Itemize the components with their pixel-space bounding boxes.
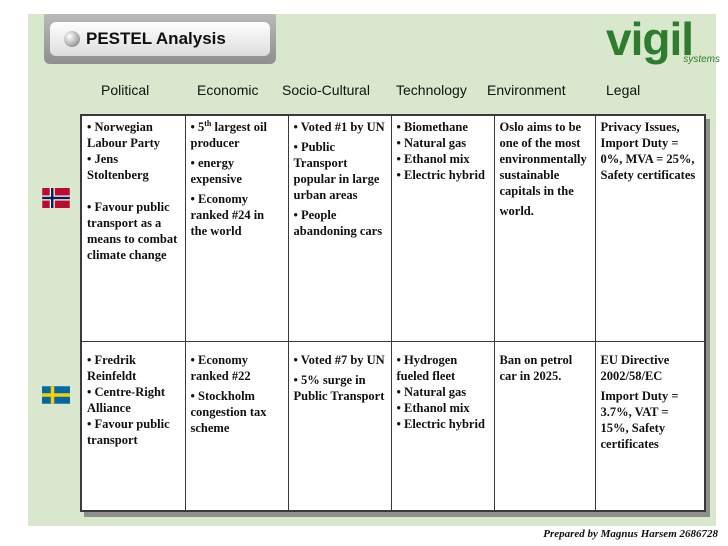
cell-text: • Biomethane <box>396 120 468 134</box>
header-environment: Environment <box>487 82 566 98</box>
cell-text: EU Directive 2002/58/EC <box>600 352 670 383</box>
header-legal: Legal <box>606 82 641 98</box>
cell-text: • Economy ranked #22 <box>190 352 251 383</box>
cell-sweden-environment <box>494 341 595 511</box>
pestel-table <box>80 114 706 512</box>
cell-norway-environment <box>494 115 595 341</box>
cell-sweden-technology <box>391 341 494 511</box>
cell-text: • 5% surge in Public Transport <box>293 372 385 403</box>
cell-text: • People abandoning cars <box>293 208 383 238</box>
header-economic: Economic <box>197 82 259 98</box>
cell-norway-legal <box>595 115 705 341</box>
vigil-logo <box>604 13 722 68</box>
cell-text: • Ethanol mix <box>396 400 470 415</box>
cell-sweden-legal <box>595 341 705 511</box>
cell-text: Import Duty = 3.7%, VAT = 15%, Safety certificates <box>600 388 679 451</box>
cell-text: world. <box>499 204 534 218</box>
cell-text: • Voted #7 by UN <box>293 352 385 367</box>
cell-text: Ban on petrol car in 2025. <box>499 352 573 383</box>
cell-text: • Hydrogen fueled fleet <box>396 352 458 383</box>
logo-wordmark: vigil <box>606 13 694 65</box>
cell-text: • Fredrik Reinfeldt <box>87 352 137 383</box>
bullet-sphere-icon <box>64 31 80 47</box>
cell-text: • Economy ranked #24 in the world <box>190 192 265 238</box>
logo-subtitle: systems <box>683 54 720 65</box>
cell-text: • Jens Stoltenberg <box>87 152 149 182</box>
header-socio-cultural: Socio-Cultural <box>282 82 370 98</box>
cell-text: • Centre-Right Alliance <box>87 384 166 415</box>
cell-text: • Natural gas <box>396 384 467 399</box>
sweden-flag-icon <box>42 385 70 405</box>
page-title: PESTEL Analysis <box>86 29 226 48</box>
header-political: Political <box>101 82 150 98</box>
cell-text: • Electric hybrid <box>396 168 485 182</box>
cell-text: • Stockholm congestion tax scheme <box>190 388 267 435</box>
cell-norway-socio-cultural <box>288 115 391 341</box>
title-box <box>50 22 270 56</box>
column-headers <box>0 82 728 102</box>
cell-sweden-economic <box>185 341 288 511</box>
cell-text: Privacy Issues, Import Duty = 0%, MVA = 25%, Safety certificates <box>600 120 696 182</box>
norway-flag-icon <box>42 188 70 208</box>
cell-norway-political <box>81 115 185 341</box>
cell-text: • Ethanol mix <box>396 152 470 166</box>
table-row-norway <box>81 115 705 341</box>
cell-text: • 5th largest oil producer <box>190 118 267 150</box>
cell-norway-technology <box>391 115 494 341</box>
cell-text: • Public Transport popular in large urban areas <box>293 140 380 202</box>
header-technology: Technology <box>396 82 467 98</box>
cell-text: • Favour public transport as a means to combat climate change <box>87 200 178 262</box>
cell-text: Oslo aims to be one of the most environmentally sustainable capitals in the <box>499 120 587 198</box>
cell-text: • Voted #1 by UN <box>293 120 385 134</box>
cell-norway-economic <box>185 115 288 341</box>
cell-text: • energy expensive <box>190 156 242 186</box>
cell-text: • Favour public transport <box>87 416 170 447</box>
cell-sweden-socio-cultural <box>288 341 391 511</box>
table-row-sweden <box>81 341 705 511</box>
cell-text: • Norwegian Labour Party <box>87 120 161 150</box>
title-tab <box>44 14 276 64</box>
cell-sweden-political <box>81 341 185 511</box>
footer-credit: Prepared by Magnus Harsem 2686728 <box>543 528 718 540</box>
cell-text: • Electric hybrid <box>396 416 485 431</box>
cell-text: • Natural gas <box>396 136 467 150</box>
